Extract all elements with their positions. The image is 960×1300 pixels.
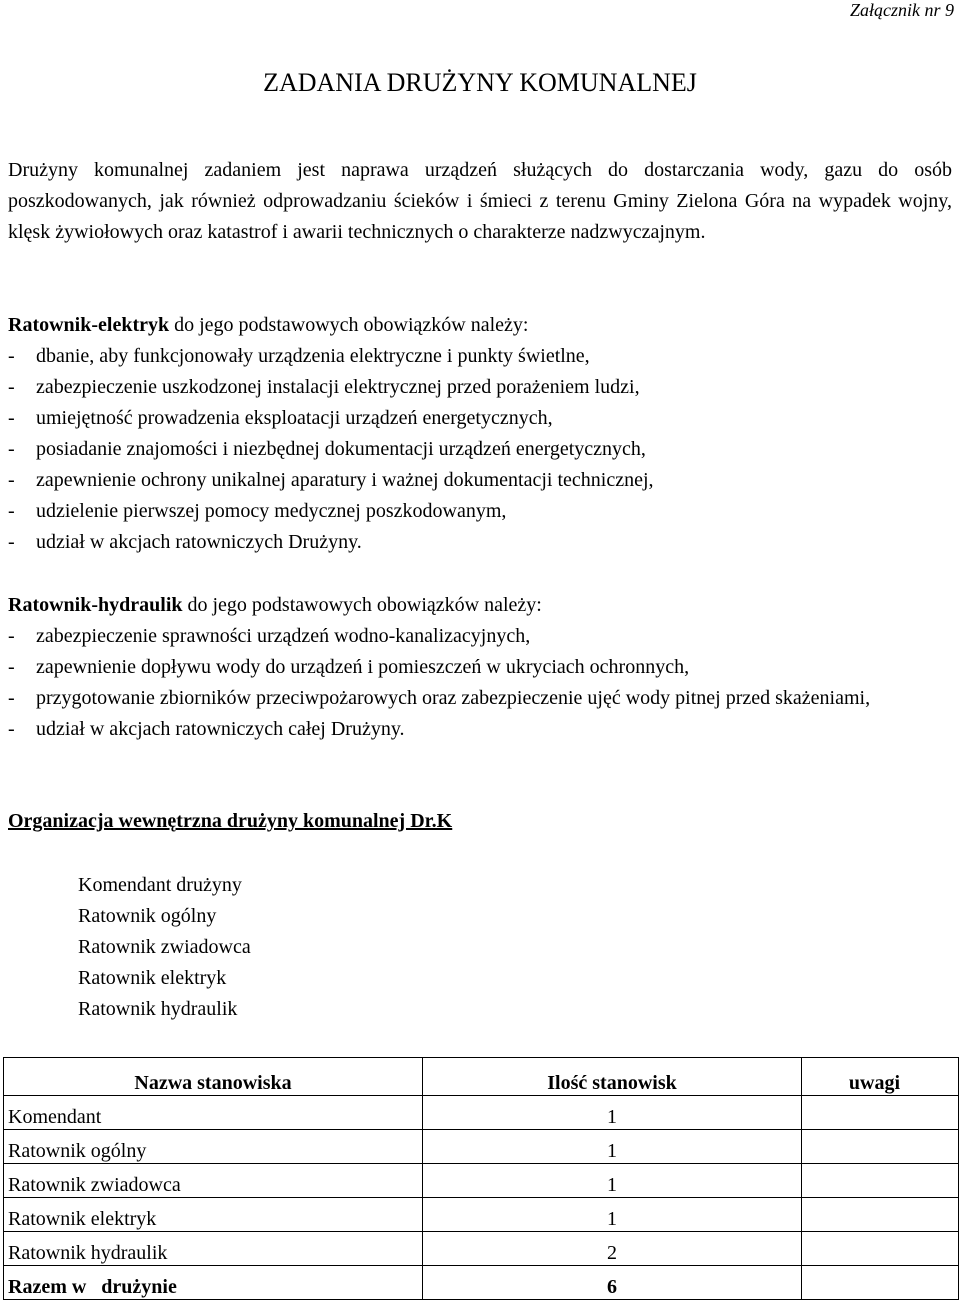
header-position-name: Nazwa stanowiska xyxy=(4,1058,423,1096)
positions-table xyxy=(3,1057,959,1300)
plumber-heading xyxy=(8,590,952,621)
dash-marker: - xyxy=(8,345,15,367)
list-item xyxy=(8,652,952,683)
duty-text: posiadanie znajomości i niezbędnej dokumentacji urządzeń energetycznych, xyxy=(36,438,646,460)
cell-total-notes xyxy=(802,1266,959,1300)
list-item: Ratownik hydraulik xyxy=(78,998,238,1020)
cell-position-count: 1 xyxy=(423,1164,802,1198)
cell-notes xyxy=(802,1232,959,1266)
list-item xyxy=(8,341,952,372)
duty-text: zabezpieczenie sprawności urządzeń wodno-kanalizacyjnych, xyxy=(36,625,531,647)
header-notes: uwagi xyxy=(802,1058,959,1096)
duty-text: udział w akcjach ratowniczych Drużyny. xyxy=(36,531,362,553)
cell-position-count: 1 xyxy=(423,1130,802,1164)
list-item xyxy=(8,683,952,714)
plumber-heading-rest: do jego podstawowych obowiązków należy: xyxy=(182,594,542,616)
list-item xyxy=(8,434,952,465)
table-header-row xyxy=(4,1058,959,1096)
intro-paragraph: Drużyny komunalnej zadaniem jest naprawa urządzeń służących do dostarczania wody, gazu do osób poszkodowanych, jak również odprowadzaniu ścieków i śmieci z terenu Gminy Zielona Góra na wypadek wojny, klęsk żywiołowych oraz katastrof i awarii technicznych o charakterze nadzwyczajnym. xyxy=(8,159,952,243)
duty-text: przygotowanie zbiorników przeciwpożarowych oraz zabezpieczenie ujęć wody pitnej przed skażeniami, xyxy=(36,687,871,709)
duty-text: zapewnienie dopływu wody do urządzeń i pomieszczeń w ukryciach ochronnych, xyxy=(36,656,690,678)
dash-marker: - xyxy=(8,407,15,429)
list-item xyxy=(8,621,952,652)
list-item xyxy=(8,465,952,496)
dash-marker: - xyxy=(8,656,15,678)
dash-marker: - xyxy=(8,625,15,647)
table-row xyxy=(4,1096,959,1130)
dash-marker: - xyxy=(8,500,15,522)
duty-text: udzielenie pierwszej pomocy medycznej poszkodowanym, xyxy=(36,500,507,522)
electrician-heading-lead: Ratownik-elektryk xyxy=(8,314,170,336)
dash-marker: - xyxy=(8,376,15,398)
cell-position-count: 1 xyxy=(423,1198,802,1232)
roles-list xyxy=(78,870,251,1025)
table-total-row xyxy=(4,1266,959,1300)
duty-text: umiejętność prowadzenia eksploatacji urządzeń energetycznych, xyxy=(36,407,553,429)
table-row xyxy=(4,1198,959,1232)
cell-notes xyxy=(802,1096,959,1130)
plumber-heading-lead: Ratownik-hydraulik xyxy=(8,594,183,616)
cell-notes xyxy=(802,1164,959,1198)
electrician-heading-rest: do jego podstawowych obowiązków należy: xyxy=(169,314,529,336)
duty-text: dbanie, aby funkcjonowały urządzenia elektryczne i punkty świetlne, xyxy=(36,345,590,367)
duty-text: zapewnienie ochrony unikalnej aparatury i ważnej dokumentacji technicznej, xyxy=(36,469,654,491)
dash-marker: - xyxy=(8,687,15,709)
header-position-count: Ilość stanowisk xyxy=(423,1058,802,1096)
attachment-label: Załącznik nr 9 xyxy=(849,0,954,20)
list-item xyxy=(8,714,952,745)
list-item: Ratownik zwiadowca xyxy=(78,936,251,958)
document-title: ZADANIA DRUŻYNY KOMUNALNEJ xyxy=(263,68,697,97)
table-row xyxy=(4,1130,959,1164)
cell-position-name: Ratownik elektryk xyxy=(4,1198,423,1232)
list-item: Komendant drużyny xyxy=(78,874,242,896)
list-item xyxy=(8,527,952,558)
plumber-duties-list xyxy=(8,621,952,745)
electrician-section xyxy=(8,310,952,558)
electrician-heading xyxy=(8,310,952,341)
cell-total-label: Razem w drużynie xyxy=(4,1266,423,1300)
dash-marker: - xyxy=(8,469,15,491)
table-row xyxy=(4,1232,959,1266)
cell-position-name: Ratownik zwiadowca xyxy=(4,1164,423,1198)
list-item xyxy=(8,496,952,527)
table-row xyxy=(4,1164,959,1198)
list-item: Ratownik ogólny xyxy=(78,905,217,927)
cell-position-count: 1 xyxy=(423,1096,802,1130)
dash-marker: - xyxy=(8,531,15,553)
cell-total-count: 6 xyxy=(423,1266,802,1300)
dash-marker: - xyxy=(8,718,15,740)
electrician-duties-list xyxy=(8,341,952,558)
duty-text: udział w akcjach ratowniczych całej Drużyny. xyxy=(36,718,405,740)
dash-marker: - xyxy=(8,438,15,460)
cell-position-count: 2 xyxy=(423,1232,802,1266)
duty-text: zabezpieczenie uszkodzonej instalacji elektrycznej przed porażeniem ludzi, xyxy=(36,376,640,398)
cell-notes xyxy=(802,1130,959,1164)
organization-heading: Organizacja wewnętrzna drużyny komunalnej Dr.K xyxy=(8,810,453,832)
list-item: Ratownik elektryk xyxy=(78,967,227,989)
list-item xyxy=(8,372,952,403)
cell-position-name: Ratownik ogólny xyxy=(4,1130,423,1164)
cell-notes xyxy=(802,1198,959,1232)
plumber-section xyxy=(8,590,952,745)
list-item xyxy=(8,403,952,434)
cell-position-name: Komendant xyxy=(4,1096,423,1130)
cell-position-name: Ratownik hydraulik xyxy=(4,1232,423,1266)
